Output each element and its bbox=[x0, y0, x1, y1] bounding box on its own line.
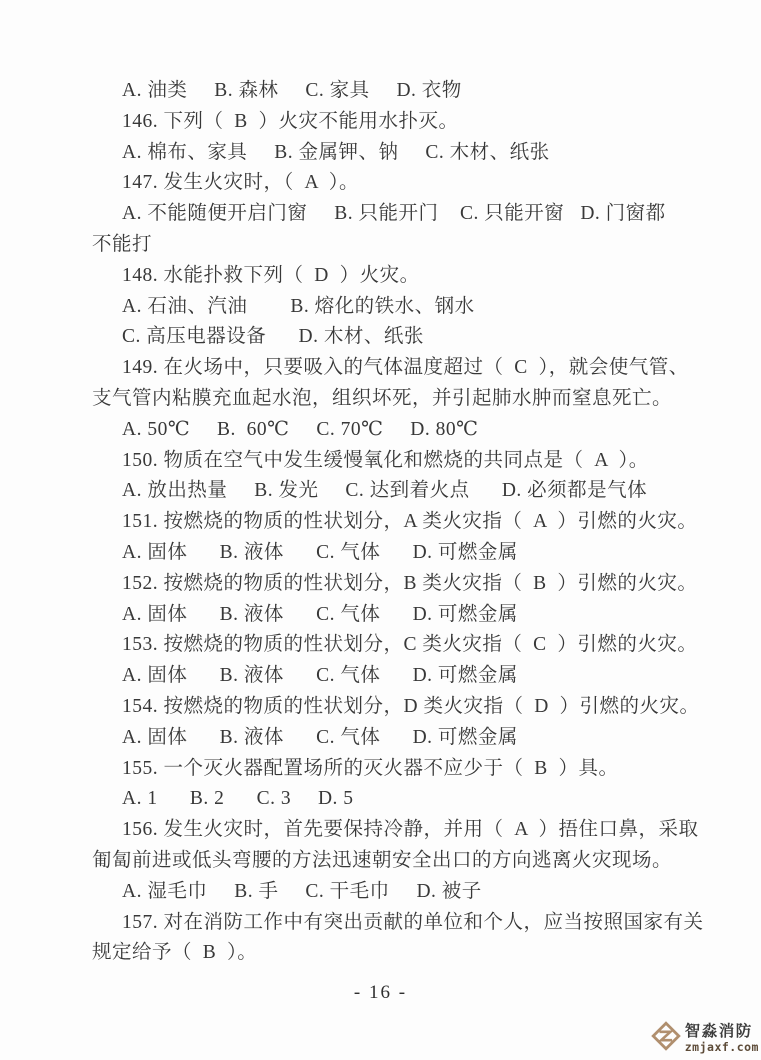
doc-line: A. 固体 B. 液体 C. 气体 D. 可燃金属 bbox=[122, 603, 518, 625]
doc-line: 149. 在火场中，只要吸入的气体温度超过（ C ），就会使气管、 bbox=[122, 357, 689, 379]
watermark-brand-name: 智淼消防 bbox=[684, 1023, 753, 1040]
doc-line: 150. 物质在空气中发生缓慢氧化和燃烧的共同点是（ A ）。 bbox=[122, 449, 649, 471]
doc-line: 匍匐前进或低头弯腰的方法迅速朝安全出口的方向逃离火灾现场。 bbox=[92, 849, 673, 871]
doc-line: A. 固体 B. 液体 C. 气体 D. 可燃金属 bbox=[122, 541, 518, 563]
doc-line: 154. 按燃烧的物质的性状划分，D 类火灾指（ D ）引燃的火灾。 bbox=[122, 695, 700, 717]
doc-line: 146. 下列（ B ）火灾不能用水扑灭。 bbox=[122, 110, 459, 132]
doc-line: 153. 按燃烧的物质的性状划分，C 类火灾指（ C ）引燃的火灾。 bbox=[122, 634, 698, 656]
doc-line: A. 不能随便开启门窗 B. 只能开门 C. 只能开窗 D. 门窗都 bbox=[122, 203, 666, 225]
watermark-text bbox=[685, 1024, 759, 1053]
zhimiao-diamond-z-logo-icon bbox=[651, 1021, 681, 1056]
doc-line: 151. 按燃烧的物质的性状划分，A 类火灾指（ A ）引燃的火灾。 bbox=[122, 511, 698, 533]
doc-line: A. 油类 B. 森林 C. 家具 D. 衣物 bbox=[122, 80, 462, 101]
doc-line: 不能打 bbox=[92, 233, 153, 255]
exam-text-block bbox=[92, 76, 704, 969]
doc-line: 157. 对在消防工作中有突出贡献的单位和个人，应当按照国家有关 bbox=[122, 911, 704, 933]
doc-line: 152. 按燃烧的物质的性状划分，B 类火灾指（ B ）引燃的火灾。 bbox=[122, 572, 698, 594]
doc-line: A. 棉布、家具 B. 金属钾、钠 C. 木材、纸张 bbox=[122, 141, 550, 163]
doc-line: A. 1 B. 2 C. 3 D. 5 bbox=[122, 788, 354, 810]
watermark-domain: zmjaxf.com bbox=[684, 1039, 759, 1054]
doc-line: 支气管内粘膜充血起水泡，组织坏死，并引起肺水肿而窒息死亡。 bbox=[92, 387, 673, 409]
watermark bbox=[651, 1021, 759, 1056]
doc-line: A. 石油、汽油 B. 熔化的铁水、钢水 bbox=[122, 295, 475, 317]
doc-line: 148. 水能扑救下列（ D ）火灾。 bbox=[122, 264, 420, 286]
doc-line: A. 固体 B. 液体 C. 气体 D. 可燃金属 bbox=[122, 726, 518, 748]
doc-line: A. 固体 B. 液体 C. 气体 D. 可燃金属 bbox=[122, 665, 518, 687]
doc-line: 规定给予（ B ）。 bbox=[92, 942, 258, 964]
doc-line: A. 湿毛巾 B. 手 C. 干毛巾 D. 被子 bbox=[122, 880, 482, 902]
doc-line: A. 放出热量 B. 发光 C. 达到着火点 D. 必须都是气体 bbox=[122, 480, 648, 502]
page-number: - 16 - bbox=[353, 982, 408, 1003]
doc-line: 155. 一个灭火器配置场所的灭火器不应少于（ B ）具。 bbox=[122, 757, 619, 779]
doc-line: 156. 发生火灾时，首先要保持冷静，并用（ A ）捂住口鼻，采取 bbox=[122, 819, 699, 841]
doc-line: 147. 发生火灾时，（ A ）。 bbox=[122, 172, 360, 194]
doc-line: A. 50℃ B. 60℃ C. 70℃ D. 80℃ bbox=[122, 418, 479, 440]
doc-line: C. 高压电器设备 D. 木材、纸张 bbox=[122, 326, 424, 348]
